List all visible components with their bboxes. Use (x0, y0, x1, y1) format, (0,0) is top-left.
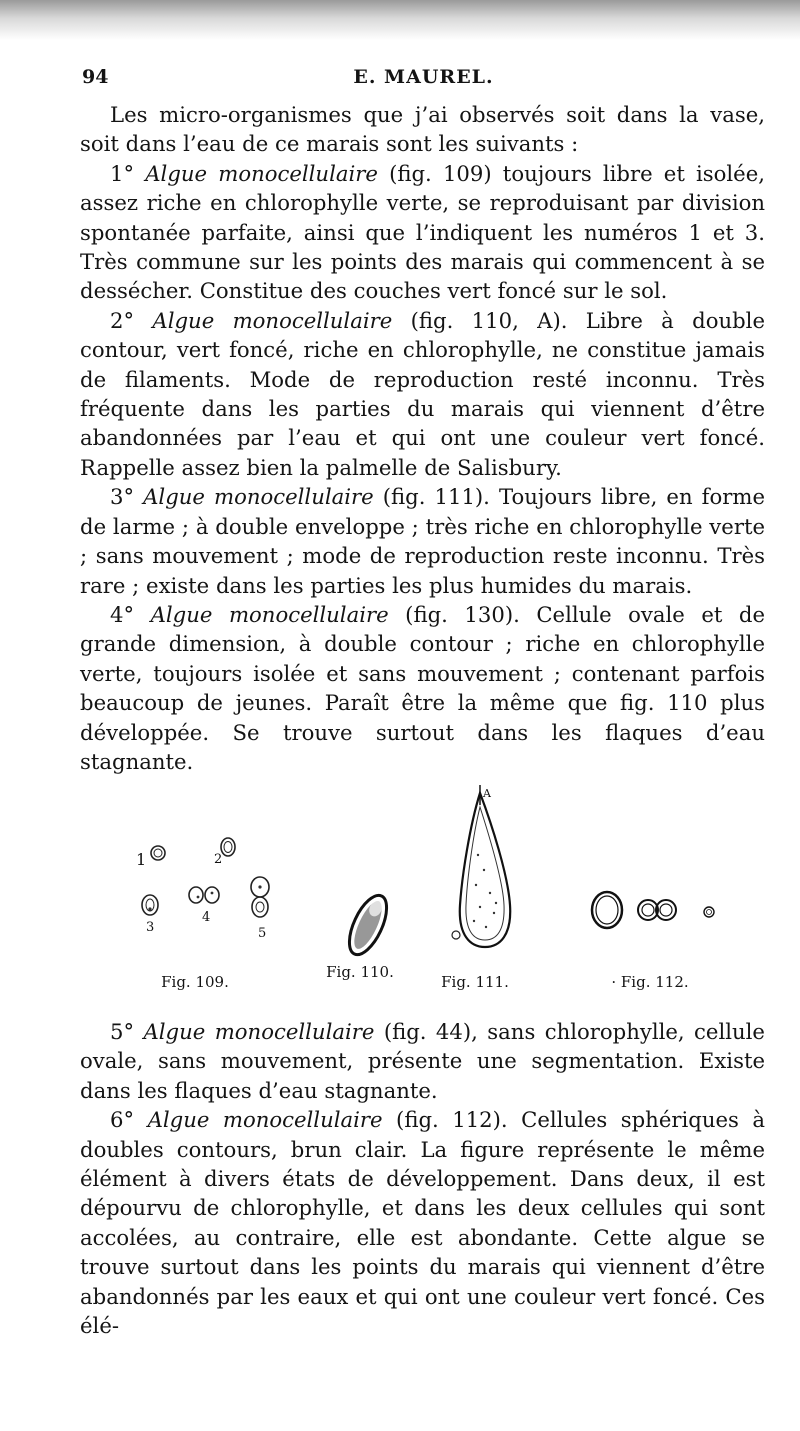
paragraph-5 (80, 1017, 765, 1105)
item-title: Algue monocellulaire (145, 160, 378, 186)
cell-label-1: 1 (136, 850, 147, 869)
cell-label-2: 2 (214, 852, 223, 867)
figure-label-a: A (483, 787, 491, 800)
paragraph-text: (fig. 130). Cellule ovale et de grande dimension, à double contour ; riche en chlorophylle verte, toujours isolée et sans mouvement ; contenant parfois beaucoup de jeunes. Paraît être la même que fig. 110 plus développée. Se trouve surtout dans les flaques d’eau stagnante. (80, 601, 765, 774)
caption-fig-111: Fig. 111. (441, 973, 509, 991)
caption-fig-112: · Fig. 112. (611, 973, 689, 991)
page-top-edge (0, 0, 800, 40)
item-title: Algue monocellulaire (152, 307, 393, 333)
item-number: 4° (110, 601, 135, 627)
paragraph-6 (80, 1105, 765, 1340)
text-block-lower (80, 1017, 765, 1340)
paragraph-text: (fig. 109) toujours libre et isolée, assez riche en chlorophylle verte, se reproduisant par division spontanée parfaite, ainsi que l’indiquent les numéros 1 et 3. Très commune sur les points des marais qui commencent à se dessécher. Constitue des couches vert foncé sur le sol. (80, 160, 765, 304)
figure-112 (585, 885, 725, 935)
figure-109 (130, 825, 280, 955)
item-number: 3° (110, 484, 135, 510)
paragraph-text: (fig. 110, A). Libre à double contour, vert foncé, riche en chlorophylle, ne constitue jamais de filaments. Mode de reproduction resté inconnu. Très fréquente dans les parties du marais qui viennent d’être abandonnées par l’eau et qui ont une couleur vert foncé. Rappelle assez bien la palmelle de Salisbury. (80, 307, 765, 480)
paragraph-text: (fig. 112). Cellules sphériques à doubles contours, brun clair. La figure représente le même élément à divers états de développement. Dans deux, il est dépourvu de chlorophylle, et dans les deux cellules qui sont accolées, au contraire, elle est abondante. Cette algue se trouve surtout dans les points du marais qui viennent d’être abandonnés par les eaux et qui ont une couleur vert foncé. Ces élé- (80, 1107, 765, 1339)
item-title: Algue monocellulaire (143, 484, 374, 510)
item-number: 2° (110, 307, 135, 333)
cell-label-3: 3 (146, 920, 155, 935)
paragraph-2 (80, 306, 765, 482)
spherical-cells-drawing (585, 885, 725, 935)
item-number: 1° (110, 160, 135, 186)
running-head: E. MAUREL. (353, 66, 494, 88)
figure-plate (80, 785, 765, 1000)
figure-111 (440, 785, 530, 965)
paragraph-text: (fig. 111). Toujours libre, en forme de larme ; à double enveloppe ; très riche en chlorophylle verte ; sans mouvement ; mode de reproduction reste inconnu. Très rare ; existe dans les parties les plus humides du marais. (80, 484, 765, 598)
item-number: 6° (110, 1107, 135, 1133)
item-title: Algue monocellulaire (150, 601, 389, 627)
paragraph-4 (80, 600, 765, 776)
figure-110 (338, 885, 398, 965)
text-block-upper (80, 100, 765, 776)
item-title: Algue monocellulaire (143, 1019, 375, 1044)
caption-fig-110: Fig. 110. (326, 963, 394, 981)
paragraph-1 (80, 159, 765, 306)
item-number: 5° (110, 1019, 135, 1044)
item-title: Algue monocellulaire (147, 1107, 383, 1133)
caption-fig-109: Fig. 109. (161, 973, 229, 991)
oval-cell-drawing (338, 885, 398, 965)
paragraph-3 (80, 482, 765, 600)
cell-label-4: 4 (202, 910, 211, 925)
teardrop-cell-drawing (440, 785, 530, 965)
cell-label-5: 5 (258, 926, 267, 941)
page-header (82, 66, 765, 96)
paragraph-text: (fig. 44), sans chlorophylle, cellule ovale, sans mouvement, présente une segmentation. Existe dans les flaques d’eau stagnante. (80, 1019, 765, 1103)
paragraph-intro (80, 100, 765, 159)
paragraph-text: Les micro-organismes que j’ai observés soit dans la vase, soit dans l’eau de ce marais sont les suivants : (80, 102, 765, 157)
page-number: 94 (82, 66, 109, 88)
algae-cells-drawing (130, 825, 280, 955)
